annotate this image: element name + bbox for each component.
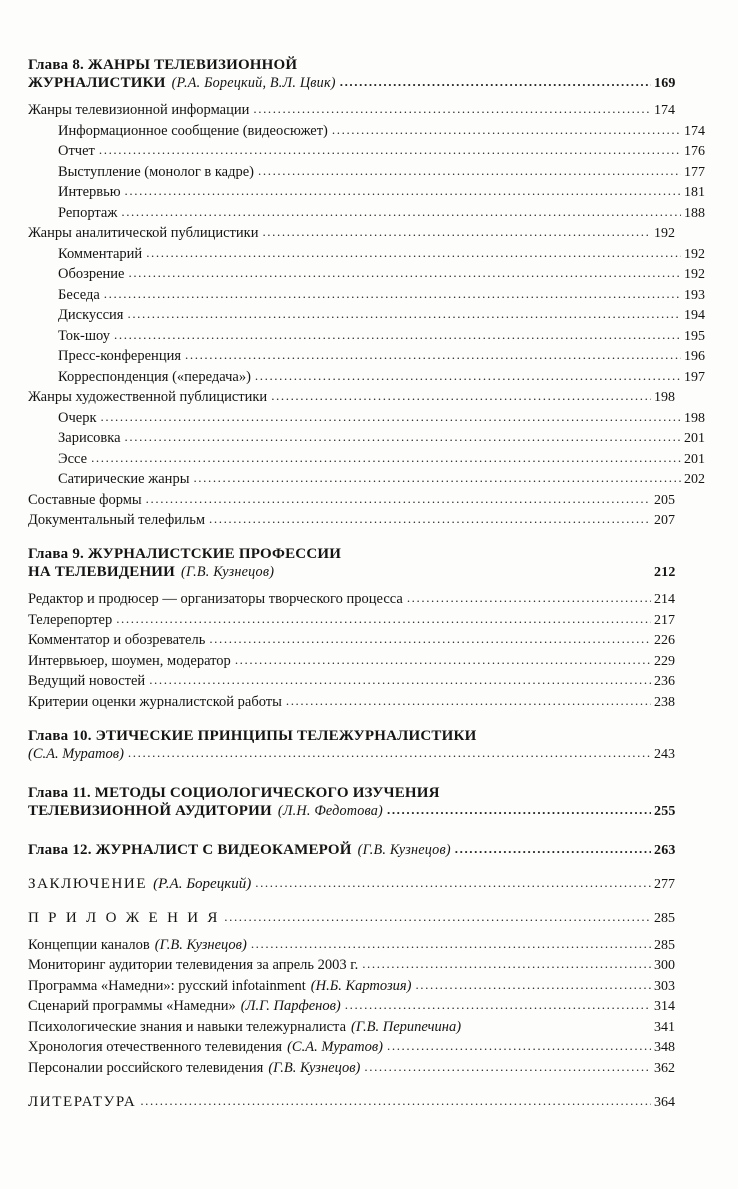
leader (91, 451, 681, 464)
toc-entry-authors: (Г.В. Кузнецов) (154, 936, 247, 953)
toc-entry-page: 348 (654, 1040, 675, 1055)
leader (262, 225, 651, 238)
toc-entry-label: Эссе (58, 450, 88, 467)
toc-entry-label: Ведущий новостей (28, 673, 146, 689)
toc-entry-label: Репортаж (58, 204, 118, 221)
leader (387, 803, 651, 816)
toc-entry[interactable] (28, 329, 718, 344)
chapter-8-block (28, 57, 705, 528)
chapter-10-title-line1-text: Глава 10. ЭТИЧЕСКИЕ ПРИНЦИПЫ ТЕЛЕЖУРНАЛИСТИКИ (28, 727, 477, 744)
toc-entry[interactable] (28, 103, 688, 118)
chapter-10-authors-row (28, 747, 688, 762)
toc-entry-page: 226 (654, 633, 675, 648)
chapter-9-title-line1 (28, 547, 688, 562)
toc-entry-page: 188 (684, 205, 705, 221)
leader (251, 937, 651, 950)
leader (127, 307, 681, 320)
chapter-8-authors: (Р.А. Борецкий, В.Л. Цвик) (171, 75, 336, 91)
leader (255, 369, 681, 382)
leader (140, 1094, 651, 1107)
toc-entry[interactable] (28, 267, 718, 282)
toc-entry-label: Информационное сообщение (видеосюжет) (58, 122, 328, 139)
toc-entry[interactable] (28, 124, 718, 139)
chapter-9-title-line1-text: Глава 9. ЖУРНАЛИСТСКИЕ ПРОФЕССИИ (28, 546, 342, 562)
toc-entry-page: 238 (654, 694, 675, 710)
leader (128, 266, 681, 279)
chapter-11-page: 255 (654, 803, 676, 819)
chapter-12-authors: (Г.В. Кузнецов) (357, 841, 451, 858)
chapter-8-page: 169 (654, 76, 676, 91)
toc-entry[interactable] (28, 654, 688, 669)
chapter-8-title-line1-text: Глава 8. ЖАНРЫ ТЕЛЕВИЗИОННОЙ (28, 57, 298, 73)
toc-entry-label: Пресс-конференция (58, 348, 182, 364)
toc-entry-label: Документальный телефильм (28, 512, 206, 528)
chapter-12-page: 263 (654, 842, 676, 858)
toc-entry-label: Программа «Намедни»: русский infotainment (28, 977, 306, 994)
leader (104, 287, 681, 300)
chapter-9-authors: (Г.В. Кузнецов) (181, 564, 275, 580)
toc-entry-label: Корреспонденция («передача») (58, 368, 251, 385)
toc-entry-page: 176 (684, 144, 705, 159)
toc-entry[interactable] (28, 1040, 688, 1055)
toc-entry-page: 197 (684, 369, 705, 385)
toc-entry[interactable] (28, 493, 688, 508)
chapter-9-title-line2-text: НА ТЕЛЕВИДЕНИИ (28, 564, 176, 580)
toc-entry-page: 205 (654, 492, 675, 508)
leader (253, 102, 651, 115)
toc-entry[interactable] (28, 999, 688, 1014)
toc-entry-page: 229 (654, 653, 675, 669)
toc-entry-page: 236 (654, 674, 675, 689)
toc-entry-page: 217 (654, 612, 675, 628)
toc-entry-label: Комментарий (58, 245, 143, 262)
toc-entry-label: Жанры телевизионной информации (28, 102, 250, 118)
toc-entry-label: Зарисовка (58, 430, 121, 446)
toc-entry-page: 300 (654, 958, 675, 973)
toc-entry-label: Телерепортер (28, 611, 113, 628)
toc-entry-label: Ток-шоу (58, 327, 111, 344)
leader (185, 348, 681, 361)
toc-entry-page: 198 (654, 390, 675, 405)
toc-entry[interactable] (28, 592, 688, 607)
toc-entry[interactable] (28, 226, 688, 241)
leader (224, 910, 651, 923)
toc-entry[interactable] (28, 674, 688, 689)
toc-entry-label: Редактор и продюсер — организаторы творческого процесса (28, 591, 403, 607)
toc-entry-label: Обозрение (58, 266, 125, 282)
leader (193, 471, 681, 484)
conclusion-title: ЗАКЛЮЧЕНИЕ (28, 875, 148, 892)
leader (340, 75, 651, 88)
appendices-title: П Р И Л О Ж Е Н И Я (28, 909, 221, 926)
toc-entry-page: 362 (654, 1060, 675, 1076)
toc-entry[interactable] (28, 613, 688, 628)
toc-entry[interactable] (28, 411, 718, 426)
toc-entry-label: Очерк (58, 409, 97, 426)
toc-entry-page: 314 (654, 999, 675, 1014)
leader (364, 1060, 651, 1073)
toc-entry[interactable] (28, 144, 718, 159)
chapter-10-block (28, 729, 688, 762)
toc-entry-label: Составные формы (28, 491, 142, 508)
chapter-12-title: Глава 12. ЖУРНАЛИСТ С ВИДЕОКАМЕРОЙ (28, 841, 352, 858)
chapter-11-title-line2 (28, 804, 688, 819)
chapter-8-title-line2-text: ЖУРНАЛИСТИКИ (28, 75, 166, 91)
toc-entry-page: 214 (654, 592, 675, 607)
toc-entry[interactable] (28, 185, 718, 200)
toc-entry-label: Персоналии российского телевидения (28, 1059, 264, 1076)
chapter-8-title-line2 (28, 76, 688, 91)
toc-entry[interactable] (28, 695, 688, 710)
literature-page: 364 (654, 1094, 675, 1110)
chapter-9-block (28, 547, 688, 710)
leader (332, 123, 681, 136)
chapter-11-title-line1-text: Глава 11. МЕТОДЫ СОЦИОЛОГИЧЕСКОГО ИЗУЧЕНИЯ (28, 784, 440, 801)
toc-entry-page: 198 (684, 410, 705, 426)
toc-entry[interactable] (28, 390, 688, 405)
toc-entry-label: Сатирические жанры (58, 471, 190, 487)
toc-entry[interactable] (28, 938, 688, 953)
toc-entry-label: Комментатор и обозреватель (28, 632, 206, 648)
toc-entry-label: Критерии оценки журналистской работы (28, 693, 282, 710)
toc-entry-label: Дискуссия (58, 307, 124, 323)
toc-entry-page: 192 (684, 246, 705, 262)
leader (362, 957, 651, 970)
toc-entry-page: 201 (684, 451, 705, 467)
toc-entry-page: 192 (654, 226, 675, 241)
toc-entry[interactable] (28, 247, 718, 262)
leader (125, 184, 681, 197)
leader (114, 328, 681, 341)
toc-entry[interactable] (28, 206, 718, 221)
toc-entry[interactable] (28, 1061, 688, 1076)
conclusion-page: 277 (654, 876, 675, 892)
toc-content (28, 57, 705, 1110)
toc-entry[interactable] (28, 308, 718, 323)
leader (125, 430, 681, 443)
toc-entry-authors: (Г.В. Перипечина) (351, 1018, 462, 1035)
chapter-11-authors: (Л.Н. Федотова) (277, 802, 383, 819)
leader (286, 694, 651, 707)
chapter-10-page: 243 (654, 746, 675, 762)
leader (146, 246, 681, 259)
leader (258, 164, 681, 177)
toc-entry-page: 195 (684, 328, 705, 344)
toc-entry-page: 193 (684, 287, 705, 303)
toc-entry-authors: (Н.Б. Картозия) (310, 977, 412, 994)
appendices-block (28, 911, 688, 1076)
leader (271, 389, 651, 402)
toc-entry-page: 201 (684, 431, 705, 446)
leader (149, 673, 651, 686)
chapter-12-row[interactable] (28, 843, 688, 858)
toc-entry[interactable] (28, 472, 718, 487)
toc-entry-page: 177 (684, 164, 705, 180)
toc-entry-page: 181 (684, 185, 705, 200)
toc-entry-authors: (Л.Г. Парфенов) (240, 998, 341, 1014)
literature-title: ЛИТЕРАТУРА (28, 1093, 137, 1110)
toc-entry-page: 174 (654, 103, 675, 118)
toc-entry[interactable] (28, 633, 688, 648)
toc-entry-page: 207 (654, 513, 675, 528)
leader (345, 998, 651, 1011)
appendices-page: 285 (654, 910, 675, 926)
toc-entry-label: Хронология отечественного телевидения (28, 1039, 283, 1055)
toc-entry-authors: (С.А. Муратов) (287, 1039, 383, 1055)
toc-entry-label: Мониторинг аудитории телевидения за апрель 2003 г. (28, 957, 359, 973)
toc-entry-page: 202 (684, 472, 705, 487)
chapter-11-title-line1 (28, 786, 688, 801)
toc-entry[interactable] (28, 431, 718, 446)
toc-entry-label: Интервью (58, 184, 121, 200)
toc-entry-label: Интервьюер, шоумен, модератор (28, 652, 231, 669)
toc-entry-label: Концепции каналов (28, 936, 150, 953)
toc-entry[interactable] (28, 452, 718, 467)
literature-row[interactable] (28, 1095, 688, 1110)
chapter-9-title-line2 (28, 565, 688, 580)
toc-entry[interactable] (28, 370, 718, 385)
toc-entry-page: 194 (684, 308, 705, 323)
leader (99, 143, 681, 156)
toc-entry-page: 341 (654, 1019, 675, 1035)
toc-entry[interactable] (28, 958, 688, 973)
toc-entry-page: 303 (654, 978, 675, 994)
leader (407, 591, 651, 604)
toc-entry[interactable] (28, 1020, 688, 1035)
leader (255, 876, 651, 889)
leader (235, 653, 651, 666)
toc-entry[interactable] (28, 288, 718, 303)
toc-entry-page: 196 (684, 349, 705, 364)
conclusion-row[interactable] (28, 877, 688, 892)
leader (387, 1039, 651, 1052)
toc-entry-label: Психологические знания и навыки тележурналиста (28, 1018, 347, 1035)
toc-entry-label: Жанры аналитической публицистики (28, 225, 259, 241)
leader (116, 612, 651, 625)
toc-entry-label: Сценарий программы «Намедни» (28, 998, 236, 1014)
toc-entry[interactable] (28, 165, 718, 180)
chapter-11-block (28, 786, 688, 819)
toc-entry-label: Беседа (58, 286, 100, 303)
toc-entry-page: 285 (654, 937, 675, 953)
toc-entry-label: Выступление (монолог в кадре) (58, 163, 255, 180)
toc-entry[interactable] (28, 513, 688, 528)
toc-entry-page: 174 (684, 123, 705, 139)
leader (101, 410, 682, 423)
appendices-head-row[interactable] (28, 911, 688, 926)
chapter-11-title-line2-text: ТЕЛЕВИЗИОННОЙ АУДИТОРИИ (28, 802, 272, 819)
toc-entry-page: 192 (684, 267, 705, 282)
chapter-8-title-line1 (28, 58, 688, 73)
toc-entry-label: Жанры художественной публицистики (28, 389, 268, 405)
leader (415, 978, 651, 991)
leader (209, 632, 651, 645)
toc-entry-authors: (Г.В. Кузнецов) (268, 1059, 361, 1076)
chapter-10-title-line1 (28, 729, 688, 744)
conclusion-authors: (Р.А. Борецкий) (153, 875, 252, 892)
leader (121, 205, 681, 218)
toc-entry[interactable] (28, 349, 718, 364)
toc-entry[interactable] (28, 979, 688, 994)
leader (209, 512, 651, 525)
leader (455, 842, 651, 855)
chapter-10-authors: (С.А. Муратов) (28, 745, 124, 762)
chapter-9-page: 212 (654, 565, 676, 580)
leader (146, 492, 651, 505)
toc-entry-label: Отчет (58, 143, 95, 159)
leader (128, 746, 651, 759)
